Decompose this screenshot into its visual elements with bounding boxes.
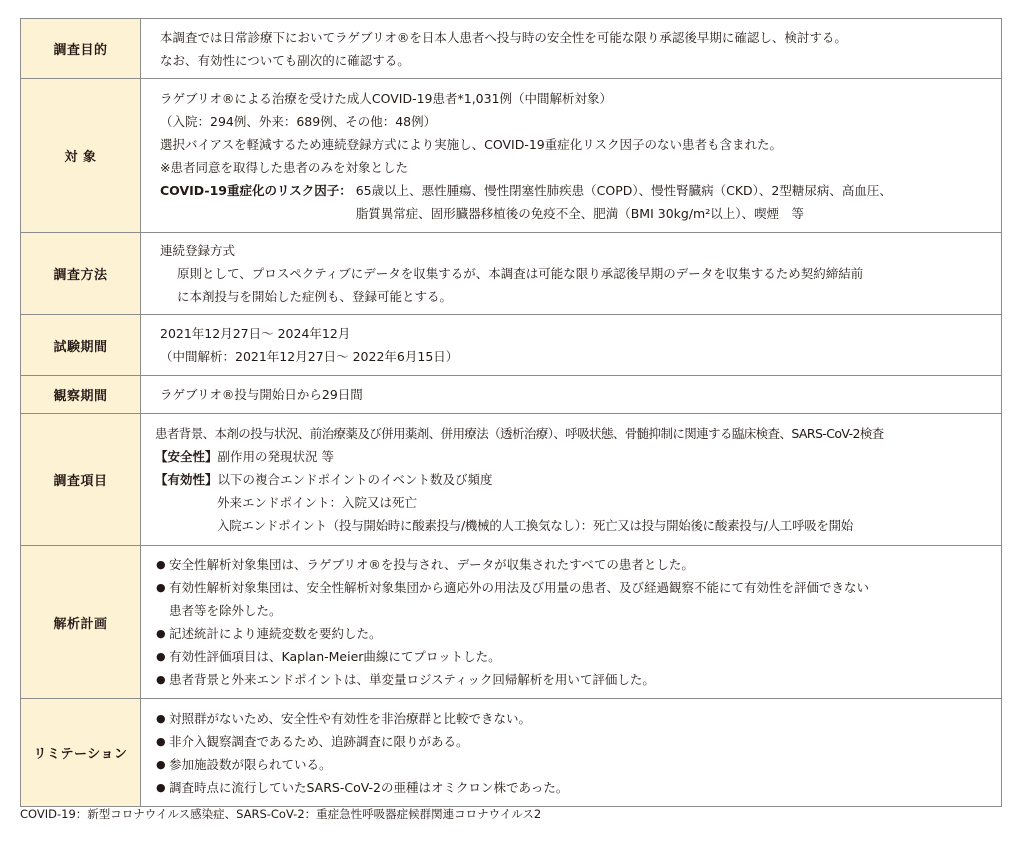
list-item-text: 対照群がないため、安全性や有効性を非治療群と比較できない。 xyxy=(169,710,532,726)
row-period xyxy=(21,315,1002,376)
footnote: COVID-19：新型コロナウイルス感染症、SARS-CoV-2：重症急性呼吸器症候群関連コロナウイルス2 xyxy=(20,807,542,821)
row-content-subjects xyxy=(141,79,1002,233)
list-item-text: 安全性解析対象集団は、ラゲブリオ®を投与され、データが収集されたすべての患者とした。 xyxy=(169,557,694,572)
row-label-subjects: 対 象 xyxy=(21,79,141,233)
row-content-limitations xyxy=(141,699,1002,807)
text-line: なお、有効性についても副次的に確認する。 xyxy=(160,52,410,68)
list-item xyxy=(156,707,993,730)
bullet-icon: ● xyxy=(156,780,166,794)
row-label-period: 試験期間 xyxy=(21,315,141,376)
list-item xyxy=(156,753,993,776)
bullet-icon: ● xyxy=(156,734,166,748)
row-subjects xyxy=(21,79,1002,233)
risk-factors-list xyxy=(356,179,892,225)
row-content-purpose xyxy=(141,19,1002,79)
safety-line xyxy=(155,445,993,468)
text-line: 連続登録方式 xyxy=(160,243,236,258)
text-line: ラゲブリオ®による治療を受けた成人COVID-19患者*1,031例（中間解析対象） xyxy=(160,90,613,106)
list-item-text: 患者背景と外来エンドポイントは、単変量ロジスティック回帰解析を用いて評価した。 xyxy=(169,672,655,687)
list-item-text: 有効性評価項目は、Kaplan-Meier曲線にてプロットした。 xyxy=(169,649,501,664)
row-label-items: 調査項目 xyxy=(21,414,141,546)
efficacy-text: 以下の複合エンドポイントのイベント数及び頻度 xyxy=(217,472,493,487)
inpatient-endpoint: 入院エンドポイント（投与開始時に酸素投与/機械的人工換気なし）：死亡又は投与開始後に酸素投与/人工呼吸を開始 xyxy=(217,518,853,533)
bullet-icon: ● xyxy=(156,711,166,725)
list-item xyxy=(156,576,993,622)
text-line: ラゲブリオ®投与開始日から29日間 xyxy=(160,387,363,402)
efficacy-line xyxy=(155,468,993,491)
row-content-period xyxy=(141,315,1002,376)
list-item xyxy=(156,776,993,799)
text-line: 原則として、プロスペクティブにデータを収集するが、本調査は可能な限り承認後早期のデータを収集するため契約締結前 xyxy=(177,266,864,281)
row-label-limitations: リミテーション xyxy=(21,699,141,807)
risk-factors xyxy=(160,179,993,225)
list-item-text: 参加施設数が限られている。 xyxy=(169,756,332,772)
bullet-icon: ● xyxy=(156,757,166,771)
row-purpose xyxy=(21,19,1002,79)
list-item xyxy=(156,668,993,691)
bullet-icon: ● xyxy=(156,627,166,640)
text-line: 本調査では日常診療下においてラゲブリオ®を日本人患者へ投与時の安全性を可能な限り承認後早期に確認し、検討する。 xyxy=(160,29,847,45)
text-line: （入院：294例、外来：689例、その他：48例） xyxy=(160,113,437,129)
bullet-icon: ● xyxy=(156,650,166,663)
text-line: 2021年12月27日～ 2024年12月 xyxy=(160,326,351,341)
text-line: 65歳以上、悪性腫瘍、慢性閉塞性肺疾患（COPD）、慢性腎臓病（CKD）、2型糖尿病、高血圧、 xyxy=(355,182,892,198)
row-method xyxy=(21,233,1002,315)
list-item xyxy=(156,622,993,645)
list-item-text xyxy=(169,576,993,622)
list-item-text: 非介入観察調査であるため、追跡調査に限りがある。 xyxy=(169,733,469,749)
row-analysis xyxy=(21,546,1002,699)
row-label-method: 調査方法 xyxy=(21,233,141,315)
row-limitations xyxy=(21,699,1002,807)
row-content-method xyxy=(141,233,1002,315)
list-item-text: 記述統計により連続変数を要約した。 xyxy=(169,626,382,641)
text-line: 患者背景、本剤の投与状況、前治療薬及び併用薬剤、併用療法（透析治療）、呼吸状態、骨髄抑制に関連する臨床検査、SARS-CoV-2検査 xyxy=(155,426,884,441)
row-content-items xyxy=(141,414,1002,546)
row-label-analysis: 解析計画 xyxy=(21,546,141,699)
safety-text: 副作用の発現状況 等 xyxy=(217,449,334,464)
row-label-observation: 観察期間 xyxy=(21,376,141,414)
text-line: 選択バイアスを軽減するため連続登録方式により実施し、COVID-19重症化リスク因子のない患者も含まれた。 xyxy=(160,136,783,152)
text-line: 有効性解析対象集団は、安全性解析対象集団から適応外の用法及び用量の患者、及び経過観察不能にて有効性を評価できない xyxy=(169,580,870,595)
text-line: （中間解析：2021年12月27日～ 2022年6月15日） xyxy=(160,349,459,364)
list-item-text: 調査時点に流行していたSARS-CoV-2の亜種はオミクロン株であった。 xyxy=(169,779,569,795)
efficacy-label: 【有効性】 xyxy=(155,472,218,487)
text-line: 脂質異常症、固形臓器移植後の免疫不全、肥満（BMI 30kg/m²以上）、喫煙 等 xyxy=(355,205,804,221)
text-line: 患者等を除外した。 xyxy=(169,603,282,618)
bullet-icon: ● xyxy=(156,558,166,571)
row-content-observation xyxy=(141,376,1002,414)
bullet-icon: ● xyxy=(156,673,166,686)
row-items xyxy=(21,414,1002,546)
row-observation xyxy=(21,376,1002,414)
text-line: ※患者同意を取得した患者のみを対象とした xyxy=(160,159,408,175)
text-line: に本剤投与を開始した症例も、登録可能とする。 xyxy=(177,289,453,304)
list-item xyxy=(156,553,993,576)
safety-label: 【安全性】 xyxy=(155,449,218,464)
row-label-purpose: 調査目的 xyxy=(21,19,141,79)
outpatient-endpoint: 外来エンドポイント：入院又は死亡 xyxy=(217,495,418,510)
study-overview-table xyxy=(20,18,1002,807)
row-content-analysis xyxy=(141,546,1002,699)
list-item xyxy=(156,645,993,668)
list-item xyxy=(156,730,993,753)
risk-factors-label: COVID-19重症化のリスク因子： xyxy=(160,182,352,198)
bullet-icon: ● xyxy=(156,581,166,594)
